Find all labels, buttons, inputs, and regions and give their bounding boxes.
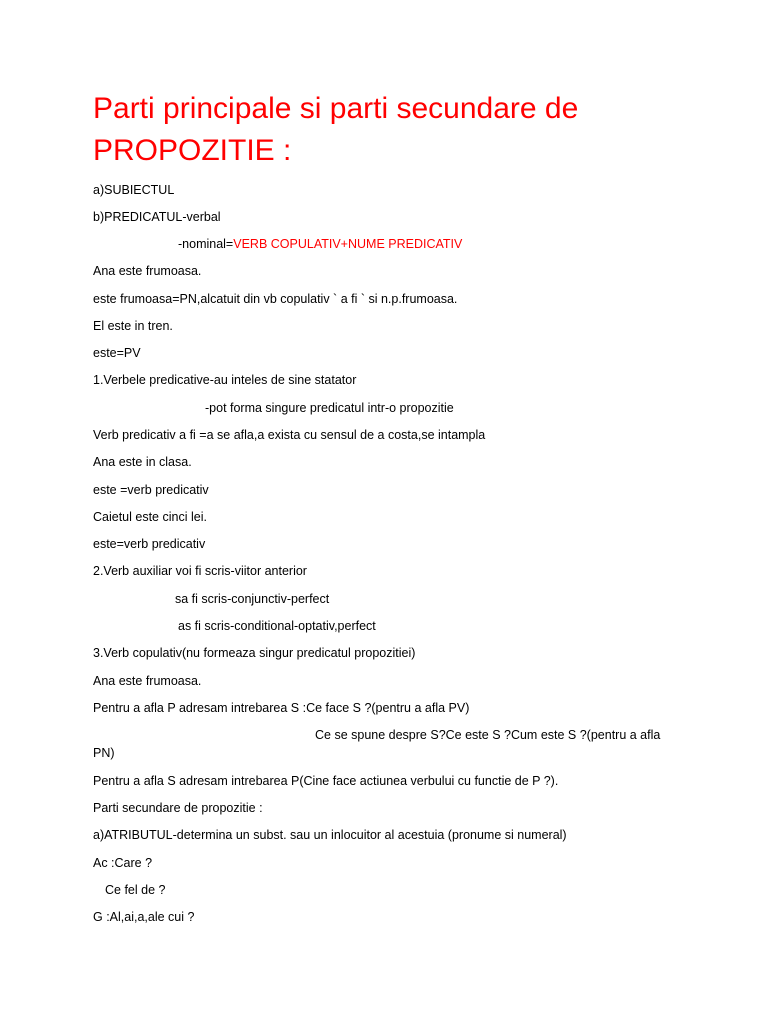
text-line: a)ATRIBUTUL-determina un subst. sau un inlocuitor al acestuia (pronume si numeral): [93, 828, 567, 842]
text-line: 3.Verb copulativ(nu formeaza singur predicatul propozitiei): [93, 646, 416, 660]
text-line: as fi scris-conditional-optativ,perfect: [178, 619, 376, 633]
text-line: b)PREDICATUL-verbal: [93, 210, 221, 224]
text-line: 2.Verb auxiliar voi fi scris-viitor anterior: [93, 564, 307, 578]
text-line: Verb predicativ a fi =a se afla,a exista cu sensul de a costa,se intampla: [93, 428, 486, 442]
nominal-label: -nominal=: [178, 237, 234, 251]
text-line: Ce fel de ?: [105, 883, 166, 897]
text-line: El este in tren.: [93, 319, 173, 333]
text-line: este=PV: [93, 346, 141, 360]
text-line: Pentru a afla S adresam intrebarea P(Cine face actiunea verbului cu functie de P ?).: [93, 774, 559, 788]
text-line: Ana este frumoasa.: [93, 264, 202, 278]
title-line-2: PROPOZITIE :: [93, 134, 292, 167]
text-line: este=verb predicativ: [93, 537, 206, 551]
text-line: Caietul este cinci lei.: [93, 510, 207, 524]
page-title: [93, 88, 733, 172]
nominal-definition: VERB COPULATIV+NUME PREDICATIV: [233, 237, 463, 251]
text-line: a)SUBIECTUL: [93, 183, 175, 197]
text-line: Pentru a afla P adresam intrebarea S :Ce face S ?(pentru a afla PV): [93, 701, 470, 715]
text-line: -pot forma singure predicatul intr-o propozitie: [205, 401, 454, 415]
text-line: sa fi scris-conjunctiv-perfect: [175, 592, 330, 606]
text-line: Ana este in clasa.: [93, 455, 192, 469]
text-line: PN): [93, 746, 115, 760]
text-line: Ana este frumoasa.: [93, 674, 202, 688]
text-line: G :Al,ai,a,ale cui ?: [93, 910, 195, 924]
text-line: este frumoasa=PN,alcatuit din vb copulativ ` a fi ` si n.p.frumoasa.: [93, 292, 458, 306]
text-line: 1.Verbele predicative-au inteles de sine statator: [93, 373, 357, 387]
text-line: Parti secundare de propozitie :: [93, 801, 263, 815]
text-line: Ac :Care ?: [93, 856, 153, 870]
text-line-nominal: [178, 236, 462, 252]
text-line: este =verb predicativ: [93, 483, 209, 497]
title-line-1: Parti principale si parti secundare de: [93, 92, 579, 125]
text-line: Ce se spune despre S?Ce este S ?Cum este S ?(pentru a afla: [315, 728, 661, 742]
